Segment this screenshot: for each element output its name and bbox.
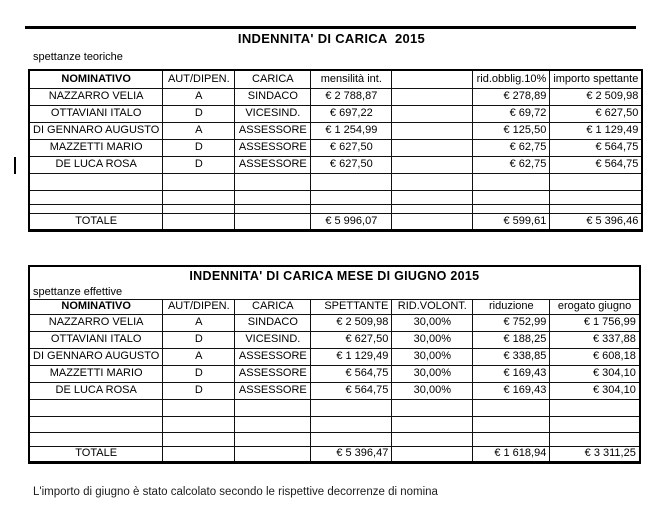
- table-cell: OTTAVIANI ITALO: [29, 331, 163, 348]
- table-cell: [311, 190, 392, 204]
- table-cell: [550, 204, 643, 213]
- column-header: CARICA: [235, 70, 311, 88]
- table-cell: € 69,72: [473, 105, 550, 122]
- total-cell: € 599,61: [473, 213, 550, 230]
- table-cell: 30,00%: [392, 314, 473, 331]
- table-cell: [392, 139, 473, 156]
- empty-row: [29, 204, 642, 213]
- table-cell: D: [163, 156, 235, 173]
- table-cell: € 627,50: [550, 105, 643, 122]
- table-cell: [550, 432, 640, 446]
- table1-spettanze-teoriche: [28, 69, 643, 232]
- table-row: [29, 314, 640, 331]
- table-cell: [550, 173, 643, 190]
- table-cell: [473, 190, 550, 204]
- total-cell: [392, 446, 473, 462]
- top-rule: [25, 26, 636, 29]
- table-cell: A: [163, 88, 235, 105]
- column-header: importo spettante: [550, 70, 643, 88]
- table-cell: [473, 399, 550, 416]
- total-cell: € 5 396,47: [311, 446, 392, 462]
- table-cell: € 564,75: [550, 156, 643, 173]
- empty-row: [29, 432, 640, 446]
- table-cell: [392, 122, 473, 139]
- table-row: [29, 331, 640, 348]
- total-cell: [163, 213, 235, 230]
- table-cell: ASSESSORE: [235, 156, 311, 173]
- table-cell: [235, 399, 311, 416]
- table-cell: 30,00%: [392, 382, 473, 399]
- table-cell: € 304,10: [550, 382, 640, 399]
- table-cell: A: [163, 122, 235, 139]
- empty-row: [29, 416, 640, 432]
- table-cell: SINDACO: [235, 88, 311, 105]
- column-header: SPETTANTE: [311, 299, 392, 314]
- column-header: mensilità int.: [311, 70, 392, 88]
- table-cell: [392, 204, 473, 213]
- column-header: NOMINATIVO: [29, 299, 163, 314]
- table-cell: € 627,50: [311, 156, 392, 173]
- column-header: [392, 70, 473, 88]
- table-cell: 30,00%: [392, 365, 473, 382]
- table-cell: [163, 204, 235, 213]
- empty-row: [29, 190, 642, 204]
- table-cell: [311, 173, 392, 190]
- table-cell: € 627,50: [311, 331, 392, 348]
- table-cell: VICESIND.: [235, 105, 311, 122]
- table-cell: [473, 416, 550, 432]
- column-header: RID.VOLONT.: [392, 299, 473, 314]
- table-cell: [163, 399, 235, 416]
- column-header: AUT/DIPEN.: [163, 299, 235, 314]
- table-cell: DI GENNARO AUGUSTO: [29, 348, 163, 365]
- empty-row: [29, 173, 642, 190]
- table-cell: € 608,18: [550, 348, 640, 365]
- table-cell: MAZZETTI MARIO: [29, 365, 163, 382]
- empty-row: [29, 399, 640, 416]
- table-cell: NAZZARRO VELIA: [29, 88, 163, 105]
- table-cell: € 337,88: [550, 331, 640, 348]
- table-cell: € 169,43: [473, 365, 550, 382]
- table-cell: € 304,10: [550, 365, 640, 382]
- table-cell: [235, 204, 311, 213]
- table-title: INDENNITA' DI CARICA MESE DI GIUGNO 2015: [29, 266, 640, 286]
- table-cell: [235, 416, 311, 432]
- table-cell: D: [163, 139, 235, 156]
- table-row: [29, 365, 640, 382]
- total-cell: € 5 996,07: [311, 213, 392, 230]
- table-cell: € 125,50: [473, 122, 550, 139]
- table-cell: DE LUCA ROSA: [29, 156, 163, 173]
- table-cell: [163, 416, 235, 432]
- table-cell: [29, 173, 163, 190]
- table-row: [29, 122, 642, 139]
- table-cell: [311, 416, 392, 432]
- table-cell: [29, 204, 163, 213]
- table-cell: € 564,75: [311, 365, 392, 382]
- table-row: [29, 88, 642, 105]
- table-cell: DE LUCA ROSA: [29, 382, 163, 399]
- total-cell: [235, 446, 311, 462]
- table-cell: € 2 509,98: [311, 314, 392, 331]
- column-header: CARICA: [235, 299, 311, 314]
- table-cell: [392, 190, 473, 204]
- table-cell: € 169,43: [473, 382, 550, 399]
- table-cell: [311, 399, 392, 416]
- table-cell: MAZZETTI MARIO: [29, 139, 163, 156]
- table-cell: [311, 204, 392, 213]
- table-cell: ASSESSORE: [235, 382, 311, 399]
- total-cell: TOTALE: [29, 446, 163, 462]
- table-cell: € 62,75: [473, 139, 550, 156]
- table1-title: INDENNITA' DI CARICA 2015: [237, 31, 426, 46]
- total-row: [29, 446, 640, 462]
- column-header: rid.obblig.10%: [473, 70, 550, 88]
- total-cell: € 5 396,46: [550, 213, 643, 230]
- table-row: [29, 382, 640, 399]
- table-cell: € 1 129,49: [311, 348, 392, 365]
- table-cell: € 564,75: [311, 382, 392, 399]
- table-row: [29, 348, 640, 365]
- table-cell: € 2 509,98: [550, 88, 643, 105]
- table-cell: € 338,85: [473, 348, 550, 365]
- table-cell: A: [163, 348, 235, 365]
- table-cell: [473, 204, 550, 213]
- table1-subtitle: spettanze teoriche: [33, 51, 123, 63]
- table-cell: [163, 432, 235, 446]
- column-header: erogato giugno: [550, 299, 640, 314]
- table-cell: [163, 190, 235, 204]
- table-row: [29, 105, 642, 122]
- table-cell: D: [163, 365, 235, 382]
- table-cell: [392, 173, 473, 190]
- table-cell: ASSESSORE: [235, 365, 311, 382]
- table-cell: € 564,75: [550, 139, 643, 156]
- column-header: riduzione: [473, 299, 550, 314]
- table-cell: 30,00%: [392, 348, 473, 365]
- table-cell: D: [163, 331, 235, 348]
- total-cell: [163, 446, 235, 462]
- table-cell: [392, 416, 473, 432]
- table-cell: [392, 105, 473, 122]
- table-cell: [29, 432, 163, 446]
- total-cell: € 1 618,94: [473, 446, 550, 462]
- table-cell: D: [163, 382, 235, 399]
- table-row: [29, 156, 642, 173]
- table-cell: € 627,50: [311, 139, 392, 156]
- table-cell: [29, 399, 163, 416]
- total-cell: € 3 311,25: [550, 446, 640, 462]
- table-cell: € 752,99: [473, 314, 550, 331]
- table-cell: € 1 756,99: [550, 314, 640, 331]
- table-cell: OTTAVIANI ITALO: [29, 105, 163, 122]
- column-header: NOMINATIVO: [29, 70, 163, 88]
- table-cell: ASSESSORE: [235, 139, 311, 156]
- table-cell: [550, 190, 643, 204]
- total-cell: [235, 213, 311, 230]
- table-cell: € 2 788,87: [311, 88, 392, 105]
- table-cell: € 1 129,49: [550, 122, 643, 139]
- table-cell: DI GENNARO AUGUSTO: [29, 122, 163, 139]
- table-cell: [392, 399, 473, 416]
- table-cell: [473, 432, 550, 446]
- total-row: [29, 213, 642, 230]
- table-cell: A: [163, 314, 235, 331]
- table-cell: SINDACO: [235, 314, 311, 331]
- table-cell: € 62,75: [473, 156, 550, 173]
- table-cell: [392, 156, 473, 173]
- table-row: [29, 139, 642, 156]
- table-cell: [235, 190, 311, 204]
- total-cell: TOTALE: [29, 213, 163, 230]
- table-cell: € 697,22: [311, 105, 392, 122]
- table-cell: [473, 173, 550, 190]
- table-cell: [392, 432, 473, 446]
- table-cell: € 188,25: [473, 331, 550, 348]
- revision-change-bar: [14, 157, 16, 174]
- column-header: AUT/DIPEN.: [163, 70, 235, 88]
- table-cell: D: [163, 105, 235, 122]
- table-cell: [550, 399, 640, 416]
- table-subtitle: spettanze effettive: [29, 286, 640, 299]
- total-cell: [392, 213, 473, 230]
- table-cell: [235, 432, 311, 446]
- table-cell: € 1 254,99: [311, 122, 392, 139]
- table2-spettanze-effettive: [28, 265, 641, 464]
- table-cell: 30,00%: [392, 331, 473, 348]
- table-cell: [29, 416, 163, 432]
- table-cell: [163, 173, 235, 190]
- table-cell: ASSESSORE: [235, 348, 311, 365]
- table-cell: NAZZARRO VELIA: [29, 314, 163, 331]
- table-cell: € 278,89: [473, 88, 550, 105]
- table-cell: [235, 173, 311, 190]
- table-cell: [392, 88, 473, 105]
- footer-note: L'importo di giugno è stato calcolato secondo le rispettive decorrenze di nomina: [33, 486, 438, 498]
- table-cell: [29, 190, 163, 204]
- table-cell: VICESIND.: [235, 331, 311, 348]
- table-cell: [550, 416, 640, 432]
- table-cell: ASSESSORE: [235, 122, 311, 139]
- table-cell: [311, 432, 392, 446]
